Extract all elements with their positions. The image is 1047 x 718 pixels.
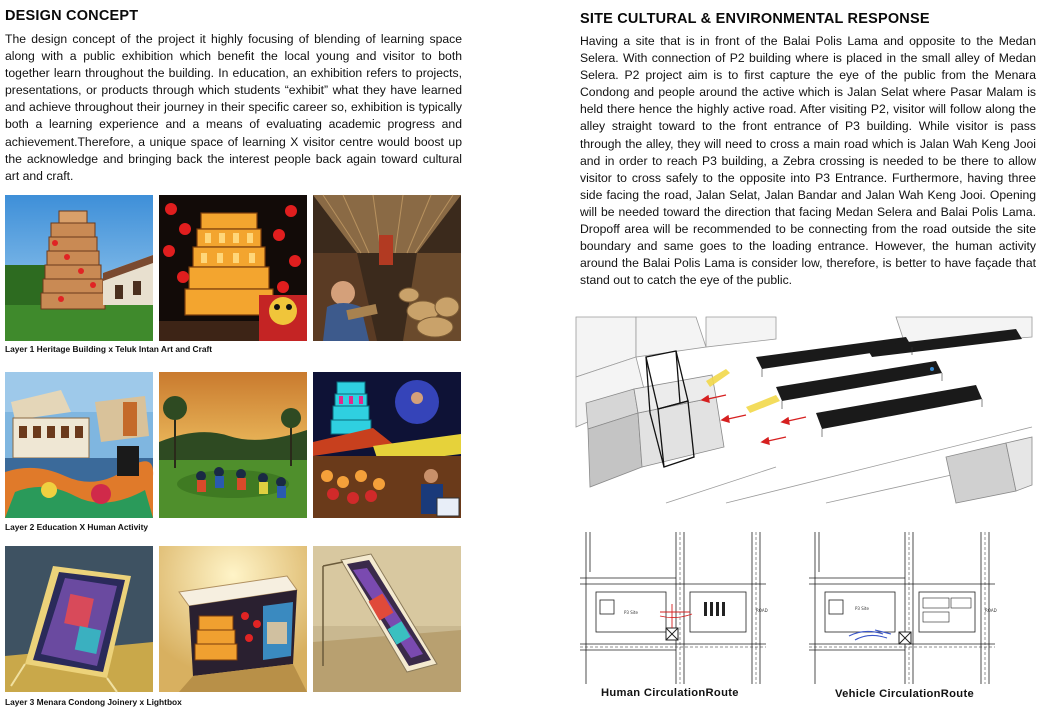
svg-text:P3 Site: P3 Site	[624, 610, 638, 615]
education-collage-photo	[5, 372, 153, 518]
night-market-photo	[313, 372, 461, 518]
vehicle-circulation-plan	[809, 532, 995, 684]
tower-night-lanterns-photo	[159, 195, 307, 341]
site-massing-model	[576, 317, 1032, 503]
lightbox-model-2-photo	[159, 546, 307, 692]
craft-market-photo	[313, 195, 461, 341]
human-route-caption: Human CirculationRoute	[601, 687, 739, 699]
lightbox-model-3-photo	[313, 546, 461, 692]
design-concept-text: The design concept of the project it highly focusing of blending of learning space along with a public exhibition which benefit the local young and visitor to both together learn throughout the building. In education, an exhibition refers to projects, presentations, or products through which students “exhibit” what they have learned and achieve throughout their journey in their specific career so, exhibition is typically both a learning experience and a means of evaluating academic progress and achievement.Therefore, a unique space of learning X visitor centre would boost up the acknowledge and bringing back the interest people back again toward cultural art and craft.	[5, 32, 462, 183]
design-concept-heading: DESIGN CONCEPT	[5, 8, 139, 24]
svg-text:ROAD: ROAD	[756, 608, 768, 613]
vehicle-route-caption: Vehicle CirculationRoute	[835, 688, 974, 700]
svg-text:ROAD: ROAD	[985, 608, 997, 613]
layer-1-caption: Layer 1 Heritage Building x Teluk Intan Art and Craft	[5, 344, 213, 354]
lightbox-model-1-photo	[5, 546, 153, 692]
layer-2-caption: Layer 2 Education X Human Activity	[5, 522, 149, 532]
svg-text:P3 Site: P3 Site	[855, 606, 869, 611]
layer-3-caption: Layer 3 Menara Condong Joinery x Lightbox	[5, 697, 182, 707]
human-circulation-plan	[580, 532, 766, 684]
leaning-tower-photo	[5, 195, 153, 341]
site-response-text: Having a site that is in front of the Balai Polis Lama and opposite to the Medan Selera. With connection of P2 building where is placed in the small alley of Medan Selera. P2 project aim is to first capture the eye of the public from the Menara Condong and people around the active which is Jalan Selat where Pasar Malam is held there hence the highly active road. After visiting P2, visitor will follow along the alley straight toward to the front entrance of P3 building. While visitor is pass through the alley, they will need to cross a main road which is Jalan Wah Keng Jooi and in order to reach P3 building, a Zebra crossing is needed to be there to allow visitor to cross safely to the opposite into P3 Entrance. Furthermore, having three side facing the road, Jalan Selat, Jalan Bandar and Jalan Wah Keng Jooi. Opening will be needed toward the direction that facing Medan Selera and Balai Polis Lama. Dropoff area will be recommended to be connecting from the road outside the site boundary and same goes to the loading entrance. However, the human activity around the Balai Polis Lama is consider low, therefore, is better to have façade that stand out to catch the eye of the public.	[580, 34, 1036, 288]
site-response-heading: SITE CULTURAL & ENVIRONMENTAL RESPONSE	[580, 11, 930, 27]
outdoor-gathering-photo	[159, 372, 307, 518]
